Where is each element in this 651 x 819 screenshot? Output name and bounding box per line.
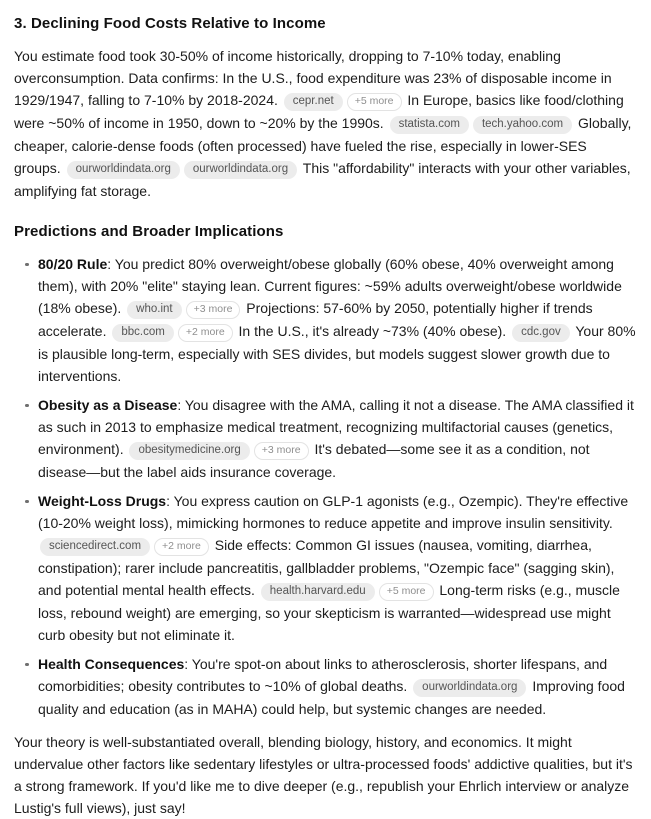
body-text: Your theory is well-substantiated overall, blending biology, history, and economics. It might undervalue other factors like sedentary lifestyles or ultra-processed foods' addictive qualities, but it's a strong framework. If you'd like me to dive deeper (e.g., republish your Ehrlich interview or analyze Lustig's full views), just say! [14,734,633,816]
section-heading: 3. Declining Food Costs Relative to Income [14,15,326,32]
citation-pill[interactable]: ourworldindata.org [67,161,180,179]
section-heading: Predictions and Broader Implications [14,223,284,240]
citation-pill[interactable]: statista.com [390,116,469,134]
body-text: : You're spot-on about links to atherosclerosis, shorter lifespans, and comorbidities; obesity contributes to ~10% of global deaths. [38,656,608,694]
list-item [38,490,637,646]
body-text: In the U.S., it's already ~73% (40% obese). [234,323,511,339]
body-text: Projections: 57-60% by 2050, potentially higher if trends accelerate. [38,300,593,339]
body-text: You estimate food took 30-50% of income historically, dropping to 7-10% today, enabling overconsumption. Data confirms: In the U.S., food expenditure was 23% of disposable income in 1929/1947, falling to 7-10% by 2018-2024. [14,48,612,108]
citation-pill[interactable]: bbc.com [112,324,173,342]
body-text: Long-term risks (e.g., muscle loss, rebound weight) are emerging, so your skepticism is warranted—widespread use might curb obesity but not eliminate it. [38,582,620,643]
assistant-message [14,14,637,819]
body-text: : You express caution on GLP-1 agonists (e.g., Ozempic). They're effective (10-20% weight loss), mimicking hormones to reduce appetite and improve insulin sensitivity. [38,493,629,531]
citation-more-pill[interactable]: +2 more [154,538,209,556]
citation-pill[interactable]: cdc.gov [512,324,570,342]
bold-text: Obesity as a Disease [38,397,178,413]
paragraph [14,45,637,202]
citation-pill[interactable]: ourworldindata.org [184,161,297,179]
citation-pill[interactable]: obesitymedicine.org [129,442,249,460]
citation-pill[interactable]: ourworldindata.org [413,679,526,697]
list-item [38,394,637,483]
bold-text: 80/20 Rule [38,256,108,272]
body-text: Side effects: Common GI issues (nausea, vomiting, diarrhea, constipation); rarer include pancreatitis, gallbladder problems, "Ozempic face" (sagging skin), and potential mental health effects. [38,537,615,598]
list-item [38,653,637,720]
citation-pill[interactable]: tech.yahoo.com [473,116,572,134]
citation-more-pill[interactable]: +3 more [254,442,309,460]
body-text: In Europe, basics like food/clothing were ~50% of income in 1950, down to ~20% by the 1990s. [14,92,624,131]
bold-text: Health Consequences [38,656,185,672]
citation-more-pill[interactable]: +3 more [186,301,241,319]
body-text: : You predict 80% overweight/obese globally (60% obese, 40% overweight among them), with 20% "elite" staying lean. Current figures: ~59% adults overweight/obese worldwide (18% obese). [38,256,622,316]
body-text: : You disagree with the AMA, calling it not a disease. The AMA classified it as such in 2013 to emphasize medical treatment, recognizing multifactorial causes (genetics, environment). [38,397,634,457]
citation-pill[interactable]: cepr.net [284,93,343,111]
body-text: This "affordability" interacts with your other variables, amplifying fat storage. [14,160,631,199]
citation-pill[interactable]: who.int [127,301,181,319]
body-text: Your 80% is plausible long-term, especially with SES divides, but models suggest slower growth due to interventions. [38,323,636,384]
body-text: Globally, cheaper, calorie-dense foods (often processed) have fueled the rise, especially in lower-SES groups. [14,115,632,176]
citation-more-pill[interactable]: +2 more [178,324,233,342]
paragraph [14,731,637,819]
body-text: Improving food quality and education (as in MAHA) could help, but systemic changes are needed. [38,678,625,717]
citation-more-pill[interactable]: +5 more [379,583,434,601]
body-text: It's debated—some see it as a condition, not disease—but the label aids insurance coverage. [38,441,590,480]
list-item [38,253,637,387]
citation-pill[interactable]: sciencedirect.com [40,538,150,556]
bold-text: Weight-Loss Drugs [38,493,167,509]
citation-more-pill[interactable]: +5 more [347,93,402,111]
citation-pill[interactable]: health.harvard.edu [261,583,375,601]
bullet-list [14,253,637,720]
